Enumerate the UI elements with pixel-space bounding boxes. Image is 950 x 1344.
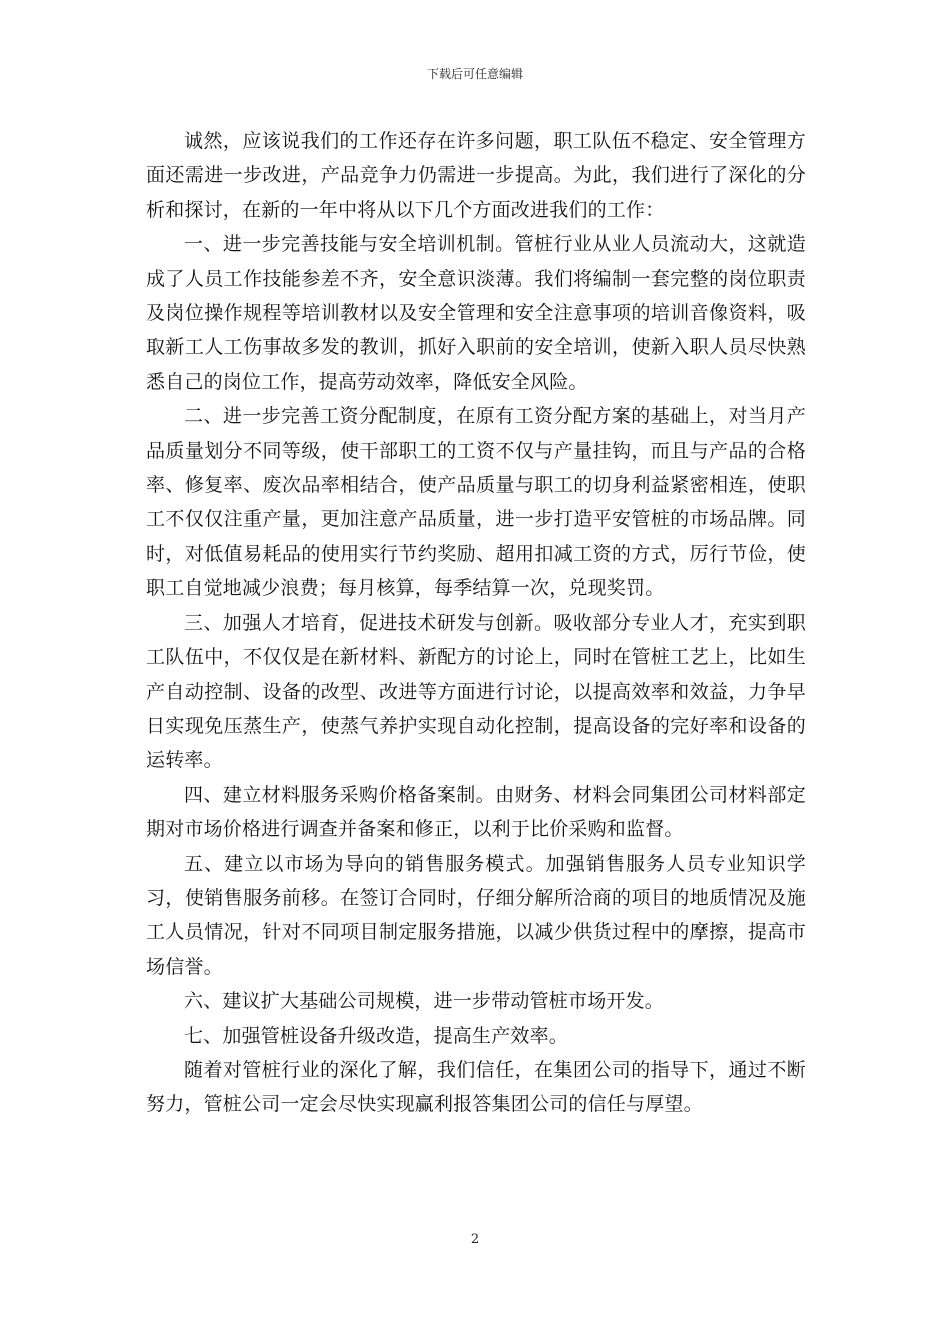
paragraph-conclusion: 随着对管桩行业的深化了解，我们信任，在集团公司的指导下，通过不断努力，管桩公司一定会尽快实现赢利报答集团公司的信任与厚望。 [146, 1058, 806, 1116]
paragraph-item-5: 五、建立以市场为导向的销售服务模式。加强销售服务人员专业知识学习，使销售服务前移。在签订合同时，仔细分解所洽商的项目的地质情况及施工人员情况，针对不同项目制定服务措施，以减少供货过程中的摩擦，提高市场信誉。 [146, 852, 806, 978]
page-number: 2 [470, 1232, 480, 1247]
page-header: 下载后可任意编辑 [426, 67, 523, 81]
document-body [146, 124, 806, 1122]
paragraph-item-4: 四、建立材料服务采购价格备案制。由财务、材料会同集团公司材料部定期对市场价格进行调查并备案和修正，以利于比价采购和监督。 [146, 783, 806, 841]
paragraph-item-6: 六、建议扩大基础公司规模，进一步带动管桩市场开发。 [184, 990, 665, 1013]
paragraph-intro: 诚然，应该说我们的工作还存在许多问题，职工队伍不稳定、安全管理方面还需进一步改进，产品竞争力仍需进一步提高。为此，我们进行了深化的分析和探讨，在新的一年中将从以下几个方面改进我们的工作： [146, 130, 806, 221]
paragraph-item-3: 三、加强人才培育，促进技术研发与创新。吸收部分专业人才，充实到职工队伍中，不仅仅是在新材料、新配方的讨论上，同时在管桩工艺上，比如生产自动控制、设备的改型、改进等方面进行讨论，以提高效率和效益，力争早日实现免压蒸生产，使蒸气养护实现自动化控制，提高设备的完好率和设备的运转率。 [146, 611, 806, 772]
paragraph-item-7: 七、加强管桩设备升级改造，提高生产效率。 [184, 1024, 569, 1047]
paragraph-item-2: 二、进一步完善工资分配制度，在原有工资分配方案的基础上，对当月产品质量划分不同等级，使干部职工的工资不仅与产量挂钩，而且与产品的合格率、修复率、废次品率相结合，使产品质量与职工的切身利益紧密相连，使职工不仅仅注重产量，更加注意产品质量，进一步打造平安管桩的市场品牌。同时，对低值易耗品的使用实行节约奖励、超用扣减工资的方式，厉行节俭，使职工自觉地减少浪费；每月核算，每季结算一次，兑现奖罚。 [146, 405, 806, 600]
paragraph-item-1: 一、进一步完善技能与安全培训机制。管桩行业从业人员流动大，这就造成了人员工作技能参差不齐，安全意识淡薄。我们将编制一套完整的岗位职责及岗位操作规程等培训教材以及安全管理和安全注意事项的培训音像资料，吸取新工人工伤事故多发的教训，抓好入职前的安全培训，使新入职人员尽快熟悉自己的岗位工作，提高劳动效率，降低安全风险。 [146, 233, 806, 393]
